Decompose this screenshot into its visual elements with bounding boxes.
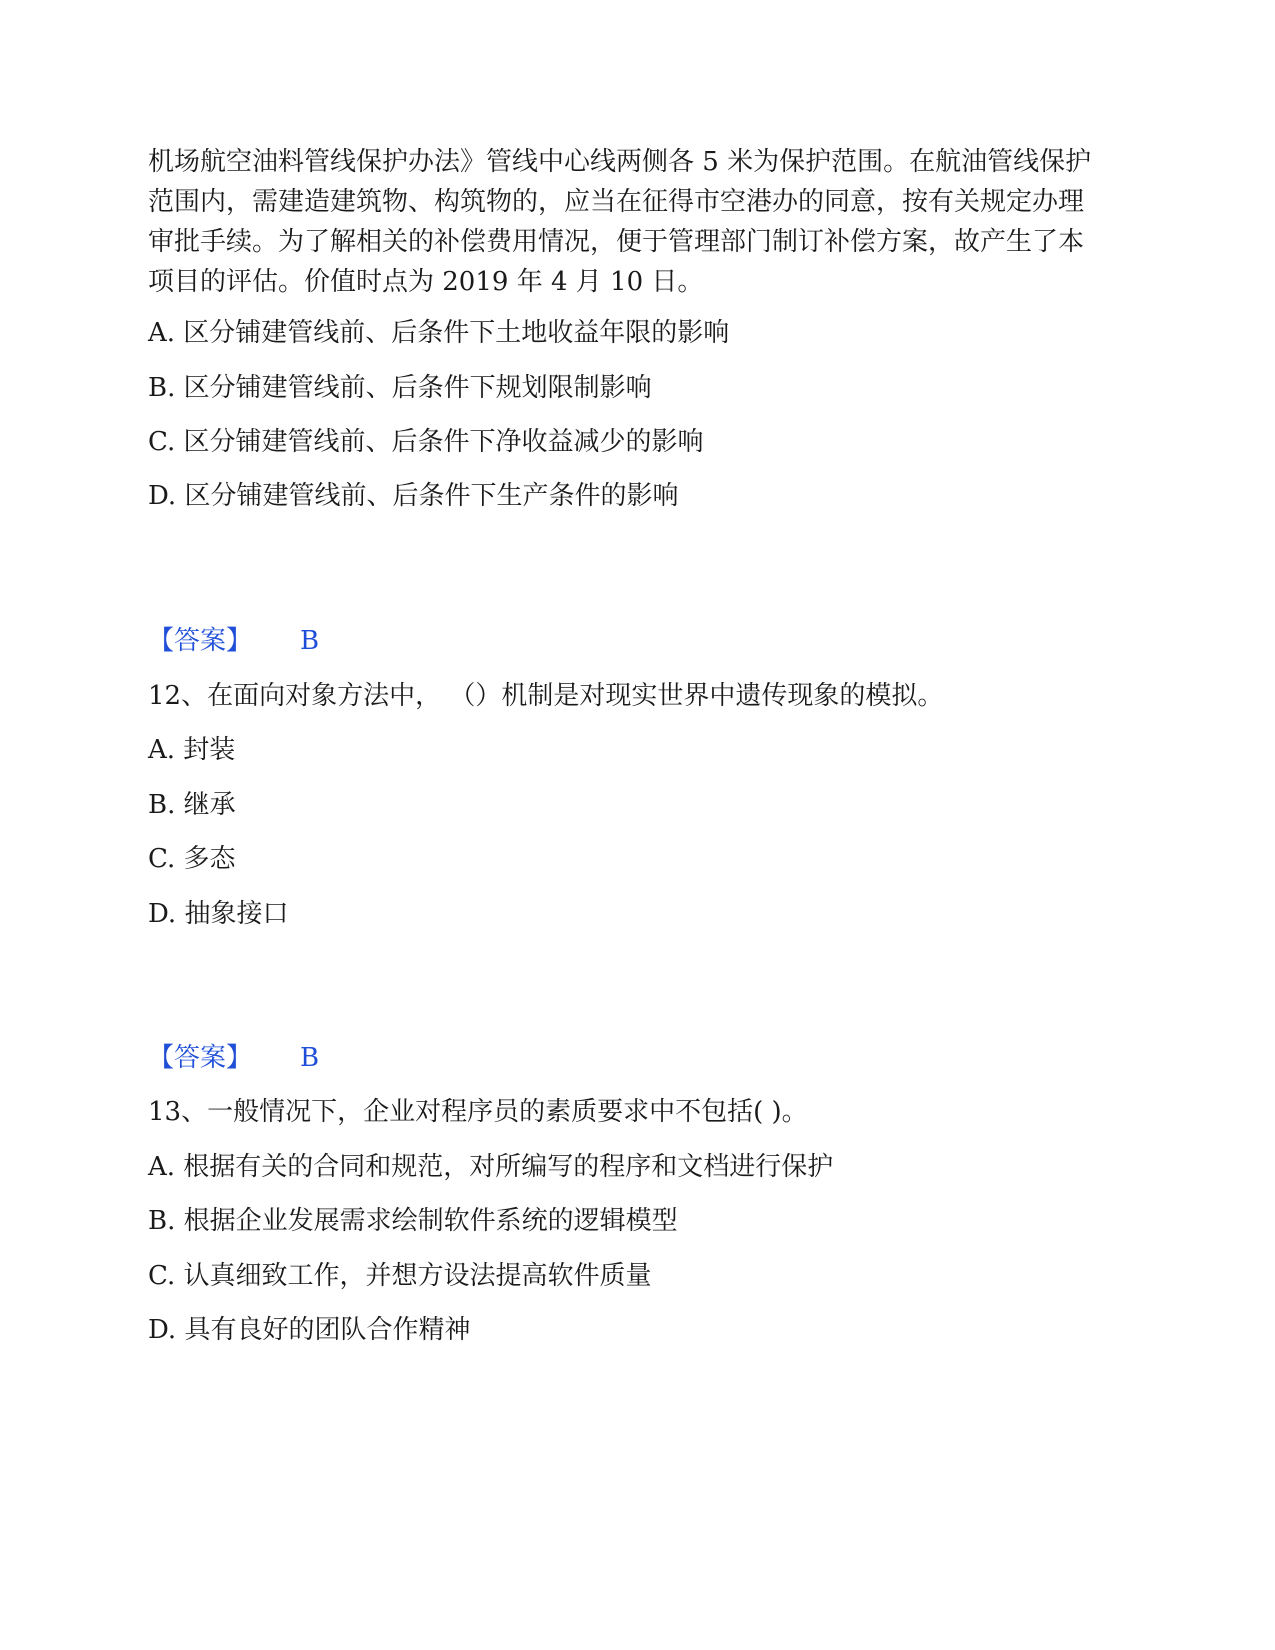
q13-option-b: B. 根据企业发展需求绘制软件系统的逻辑模型 [148, 1206, 678, 1236]
answer-value: B [300, 1043, 320, 1073]
q13-option-a: A. 根据有关的合同和规范，对所编写的程序和文档进行保护 [148, 1152, 834, 1182]
q12-option-c: C. 多态 [148, 844, 236, 874]
q11-answer [148, 624, 319, 658]
answer-label: 【答案】 [148, 1043, 253, 1073]
q11-option-c: C. 区分铺建管线前、后条件下净收益减少的影响 [148, 427, 704, 457]
q12-option-b: B. 继承 [148, 790, 236, 820]
question-stem-paragraph: 机场航空油料管线保护办法》管线中心线两侧各 5 米为保护范围。在航油管线保护范围内，需建造建筑物、构筑物的，应当在征得市空港办的同意，按有关规定办理审批手续。为了解相关的补偿费用情况，便于管理部门制订补偿方案，故产生了本项目的评估。价值时点为 2019 年 4 月 10 日。 [148, 147, 1092, 297]
q12-option-d: D. 抽象接口 [148, 899, 289, 929]
answer-value: B [300, 626, 320, 656]
q13-option-c: C. 认真细致工作，并想方设法提高软件质量 [148, 1261, 652, 1291]
q11-option-a: A. 区分铺建管线前、后条件下土地收益年限的影响 [148, 318, 730, 348]
q13-option-d: D. 具有良好的团队合作精神 [148, 1315, 471, 1345]
answer-label: 【答案】 [148, 626, 253, 656]
q13-question: 13、一般情况下，企业对程序员的素质要求中不包括( )。 [148, 1097, 808, 1127]
q11-option-d: D. 区分铺建管线前、后条件下生产条件的影响 [148, 481, 679, 511]
q12-option-a: A. 封装 [148, 735, 236, 765]
q11-option-b: B. 区分铺建管线前、后条件下规划限制影响 [148, 373, 652, 403]
q12-question: 12、在面向对象方法中， （）机制是对现实世界中遗传现象的模拟。 [148, 681, 944, 711]
q12-answer [148, 1041, 319, 1075]
